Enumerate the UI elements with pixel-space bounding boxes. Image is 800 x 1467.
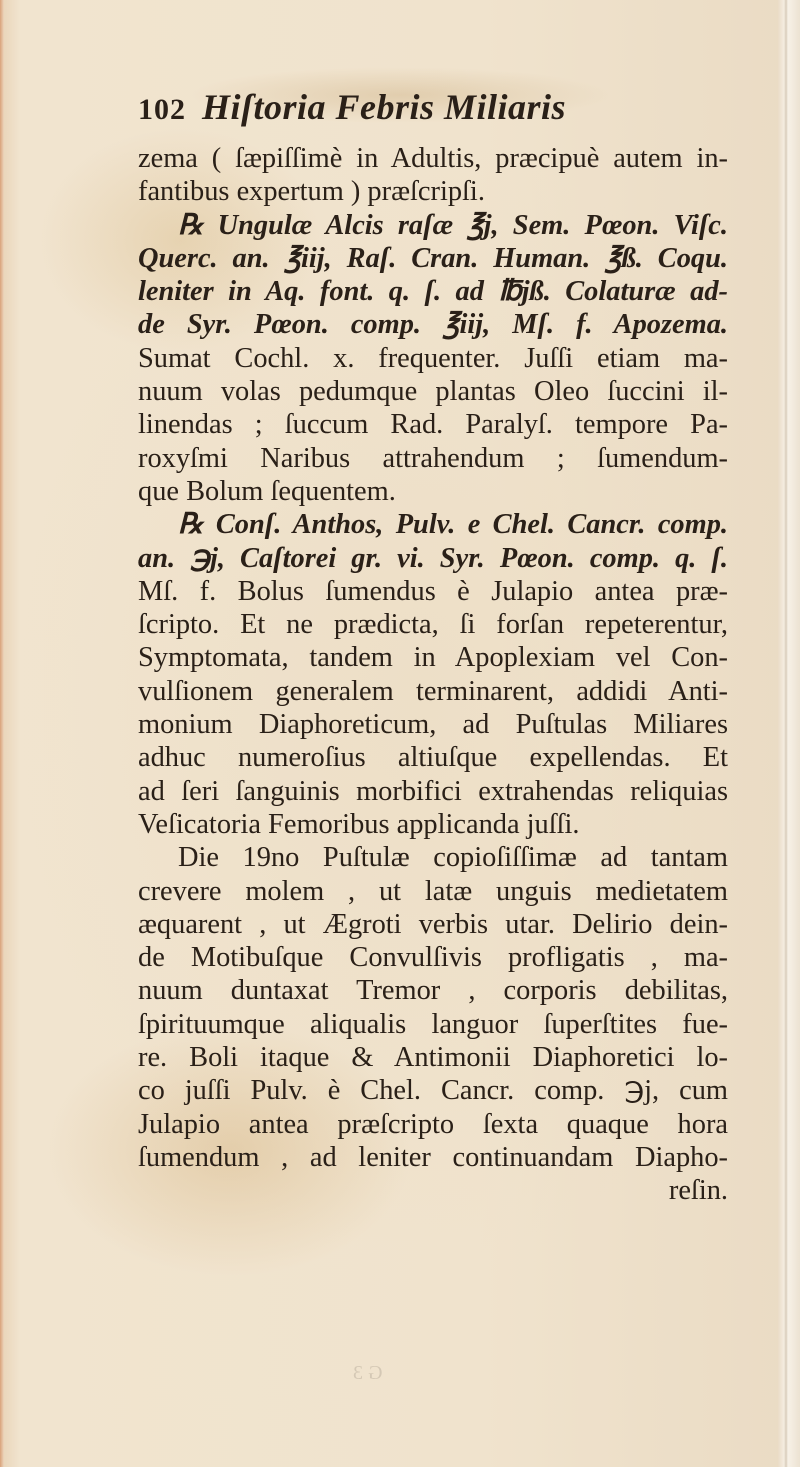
prescription-line: de Syr. Pœon. comp. ℥iij, Mſ. f. Apozema.	[138, 309, 728, 341]
text-line: linendas ; ſuccum Rad. Paralyſ. tempore Pa-	[138, 409, 728, 441]
text-line: nuum volas pedumque plantas Oleo ſuccini il-	[138, 376, 728, 408]
book-page	[138, 0, 728, 1467]
page-number: 102	[138, 93, 186, 126]
text-line: de Motibuſque Convulſivis profligatis , ma-	[138, 942, 728, 974]
catchword: reſin.	[668, 1175, 728, 1207]
text-line: que Bolum ſequentem.	[138, 475, 396, 507]
prescription-line: Querc. an. ℥iij, Raſ. Cran. Human. ℥ß. Coqu.	[138, 242, 728, 274]
text-line: Sumat Cochl. x. frequenter. Juſſi etiam ma-	[138, 342, 728, 374]
text-line: ad ſeri ſanguinis morbifici extrahendas reliquias	[138, 775, 728, 807]
text-line: zema ( ſæpiſſimè in Adultis, præcipuè autem in-	[138, 143, 728, 174]
prescription-line: leniter in Aq. font. q. ſ. ad ℔jß. Colaturæ ad-	[138, 276, 728, 308]
body-text	[138, 142, 728, 1208]
page-header	[138, 86, 728, 130]
text-line: crevere molem , ut latæ unguis medietatem	[138, 875, 728, 907]
text-line: vulſionem generalem terminarent, addidi Anti-	[138, 675, 728, 707]
prescription-line: ℞ Conſ. Anthos, Pulv. e Chel. Cancr. comp.	[178, 509, 728, 541]
text-line: roxyſmi Naribus attrahendum ; ſumendum-	[138, 442, 728, 474]
text-line: æquarent , ut Ægroti verbis utar. Delirio dein-	[138, 908, 728, 940]
text-line: adhuc numeroſius altiuſque expellendas. Et	[138, 742, 728, 774]
text-line: co juſſi Pulv. è Chel. Cancr. comp. ℈j, cum	[138, 1075, 728, 1107]
text-line: Symptomata, tandem in Apoplexiam vel Con-	[138, 642, 728, 674]
bleed-through-signature: G 3	[353, 1362, 383, 1384]
text-line: ſpirituumque aliqualis languor ſuperſtites fue-	[138, 1008, 728, 1040]
text-line: monium Diaphoreticum, ad Puſtulas Miliares	[138, 709, 728, 741]
text-line: Julapio antea præſcripto ſexta quaque hora	[138, 1108, 728, 1140]
text-line: Veſicatoria Femoribus applicanda juſſi.	[138, 808, 580, 840]
text-line: ſumendum , ad leniter continuandam Diapho-	[138, 1141, 728, 1173]
text-line: Mſ. f. Bolus ſumendus è Julapio antea præ-	[138, 575, 728, 607]
text-line: re. Boli itaque & Antimonii Diaphoretici lo-	[138, 1042, 728, 1074]
text-line: Die 19no Puſtulæ copioſiſſimæ ad tantam	[178, 842, 728, 874]
prescription-line: ℞ Ungulæ Alcis raſæ ℥j, Sem. Pœon. Viſc.	[178, 209, 728, 241]
page-left-edge	[0, 0, 4, 1467]
prescription-line: an. ℈j, Caſtorei gr. vi. Syr. Pœon. comp. q. ſ.	[138, 542, 728, 574]
text-line: fantibus expertum ) præſcripſi.	[138, 176, 485, 208]
running-title: Hiſtoria Febris Miliaris	[202, 87, 567, 127]
text-line: nuum duntaxat Tremor , corporis debilitas,	[138, 975, 728, 1007]
text-line: ſcripto. Et ne prædicta, ſi forſan repeterentur,	[138, 609, 728, 641]
page-right-edge	[778, 0, 800, 1467]
